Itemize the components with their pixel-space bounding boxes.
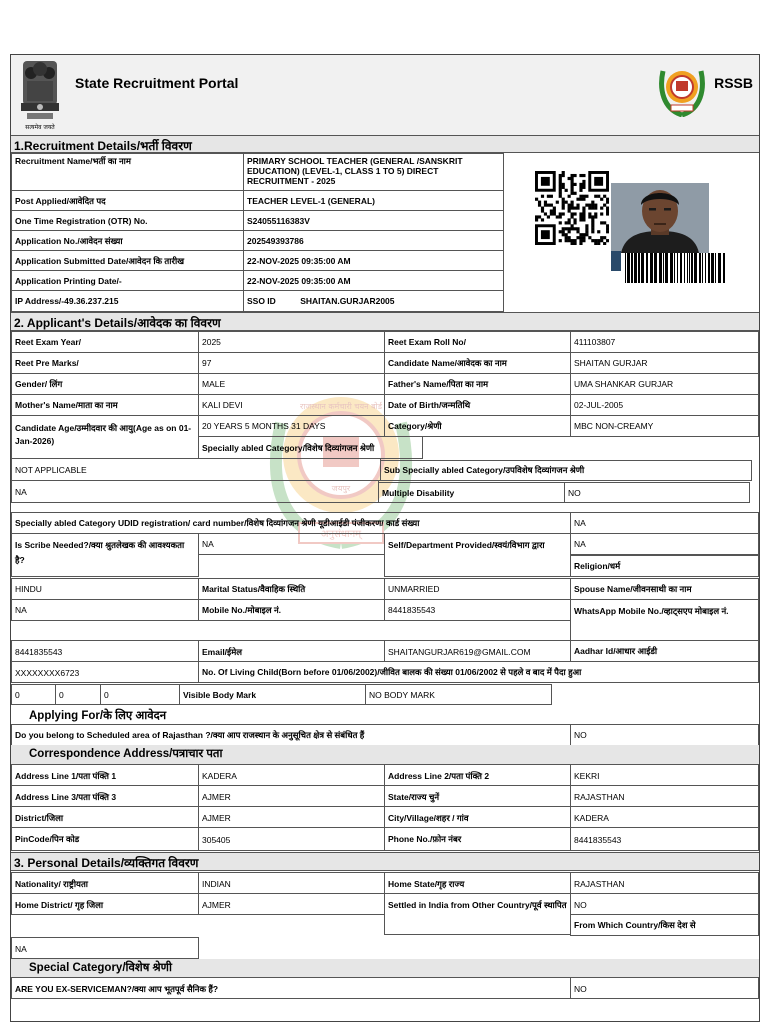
submitted-date-value: 22-NOV-2025 09:35:00 AM (243, 250, 504, 271)
recruitment-name-value: PRIMARY SCHOOL TEACHER (GENERAL /SANSKRIT EDUCATION) (LEVEL-1, CLASS 1 TO 5) DIRECT RECRUITMENT - 2025 (243, 153, 504, 191)
otr-value: S24055116383V (243, 210, 504, 231)
home-district-value: AJMER (198, 893, 385, 915)
ex-serviceman-value: NO (570, 977, 759, 999)
whatsapp-value: 8441835543 (11, 640, 199, 662)
candidate-photo (611, 183, 709, 253)
address-line2-label: Address Line 2/पता पंक्ति 2 (384, 764, 571, 786)
form-header (11, 55, 759, 136)
marital-status-label: Marital Status/वैवाहिक स्थिति (198, 578, 385, 600)
phone-value: 8441835543 (570, 827, 759, 851)
specially-abled-value: NOT APPLICABLE (11, 458, 381, 481)
settled-india-value: NO (570, 893, 759, 915)
watermark-top-text: राजस्थान कर्मचारी चयन बोर्ड (300, 402, 382, 411)
living-child-label: No. Of Living Child(Born before 01/06/2002)/जीवित बालक की संख्या 01/06/2002 से पहले व बाद में पैदा हुआ (198, 661, 759, 683)
self-department-value: NA (570, 533, 759, 555)
dob-label: Date of Birth/जन्मतिथि (384, 394, 571, 416)
reet-roll-value: 411103807 (570, 331, 759, 353)
candidate-name-value: SHAITAN GURJAR (570, 352, 759, 374)
person-photo-icon (611, 183, 709, 253)
udid-label: Specially abled Category UDID registration/ card number/विशेष दिव्यांगजन श्रेणी यूडीआईडी पंजीकरण/ कार्ड संख्या (11, 512, 571, 534)
submitted-date-label: Application Submitted Date/आवेदन कि तारीख (11, 250, 244, 271)
section-applicant: 2. Applicant's Details/आवेदक का विवरण (11, 312, 759, 331)
address-line3-value: AJMER (198, 785, 385, 807)
rssb-title: RSSB (714, 75, 753, 91)
category-value: MBC NON-CREAMY (570, 415, 759, 437)
city-label: City/Village/शहर / गांव (384, 806, 571, 828)
specially-abled-label: Specially abled Category/विशेष दिव्यांगजन श्रेणी (198, 436, 423, 459)
section-recruitment: 1.Recruitment Details/भर्ती विवरण (11, 135, 759, 153)
section-personal: 3. Personal Details/व्यक्तिगत विवरण (11, 852, 759, 871)
section-special-category: Special Category/विशेष श्रेणी (29, 962, 172, 974)
state-label: State/राज्य चुनें (384, 785, 571, 807)
watermark-city: जयपुर (331, 484, 351, 493)
section-correspondence: Correspondence Address/पत्राचार पता (29, 748, 223, 760)
scribe-needed-label: Is Scribe Needed?/क्या श्रुतलेखक की आवश्यकता है? (11, 533, 199, 577)
printing-date-label: Application Printing Date/- (11, 270, 244, 291)
mobile-label: Mobile No./मोबाइल नं. (198, 599, 385, 621)
watermark-banner: अनुसंधानम् (320, 529, 362, 540)
child-count-c: 0 (100, 684, 180, 705)
which-country-label: From Which Country/किस देश से (570, 914, 759, 936)
which-country-value: NA (11, 937, 199, 959)
nationality-label: Nationality/ राष्ट्रीयता (11, 872, 199, 894)
recruitment-name-label: Recruitment Name/भर्ती का नाम (11, 153, 244, 191)
pincode-label: PinCode/पिन कोड (11, 827, 199, 851)
mother-name-label: Mother's Name/माता का नाम (11, 394, 199, 416)
application-no-label: Application No./आवेदन संख्या (11, 230, 244, 251)
reet-marks-value: 97 (198, 352, 385, 374)
state-value: RAJASTHAN (570, 785, 759, 807)
post-applied-value: TEACHER LEVEL-1 (GENERAL) (243, 190, 504, 211)
mobile-value: 8441835543 (384, 599, 571, 621)
reet-year-value: 2025 (198, 331, 385, 353)
otr-label: One Time Registration (OTR) No. (11, 210, 244, 231)
application-no-value: 202549393786 (243, 230, 504, 251)
district-value: AJMER (198, 806, 385, 828)
address-line3-label: Address Line 3/पता पंक्ति 3 (11, 785, 199, 807)
settled-india-label: Settled in India from Other Country/पूर्व स्थापित (384, 893, 571, 935)
gender-value: MALE (198, 373, 385, 395)
printing-date-value: 22-NOV-2025 09:35:00 AM (243, 270, 504, 291)
reet-marks-label: Reet Pre Marks/ (11, 352, 199, 374)
religion-value: HINDU (11, 578, 199, 600)
phone-label: Phone No./फ़ोन नंबर (384, 827, 571, 851)
portal-title: State Recruitment Portal (75, 75, 239, 91)
body-mark-label: Visible Body Mark (179, 684, 366, 705)
emblem-motto: सत्यमेव जयते (25, 124, 55, 131)
sub-specially-abled-value: NA (11, 480, 379, 503)
qr-code-icon (535, 171, 609, 245)
religion-label: Religion/धर्म (570, 555, 759, 577)
national-emblem-icon (17, 59, 63, 131)
ip-address-label: IP Address/-49.36.237.215 (11, 290, 244, 312)
application-form (10, 54, 760, 1022)
section-applying-for: Applying For/के लिए आवेदन (29, 710, 167, 722)
age-value: 20 YEARS 5 MONTHS 31 DAYS (198, 415, 385, 437)
multiple-disability-value: NO (564, 482, 750, 503)
child-count-b: 0 (55, 684, 101, 705)
home-state-value: RAJASTHAN (570, 872, 759, 894)
reet-roll-label: Reet Exam Roll No/ (384, 331, 571, 353)
email-label: Email/ईमेल (198, 640, 385, 662)
address-line1-value: KADERA (198, 764, 385, 786)
scheduled-area-label: Do you belong to Scheduled area of Rajasthan ?/क्या आप राजस्थान के अनुसूचित क्षेत्र से संबंधित हैं (11, 724, 571, 746)
home-state-label: Home State/गृह राज्य (384, 872, 571, 894)
father-name-value: UMA SHANKAR GURJAR (570, 373, 759, 395)
scribe-needed-value: NA (198, 533, 385, 555)
category-label: Category/श्रेणी (384, 415, 571, 437)
whatsapp-label: WhatsApp Mobile No./व्हाट्सएप मोबाइल नं. (570, 599, 759, 641)
sso-id-cell (243, 290, 504, 312)
self-department-label: Self/Department Provided/स्वयं/विभाग द्वारा (384, 533, 571, 577)
aadhar-label: Aadhar Id/आधार आईडी (570, 640, 759, 662)
candidate-name-label: Candidate Name/आवेदक का नाम (384, 352, 571, 374)
mother-name-value: KALI DEVI (198, 394, 385, 416)
marital-status-value: UNMARRIED (384, 578, 571, 600)
sub-specially-abled-label: Sub Specially abled Category/उपविशेष दिव्यांगजन श्रेणी (380, 460, 752, 481)
address-line1-label: Address Line 1/पता पंक्ति 1 (11, 764, 199, 786)
spouse-name-value: NA (11, 599, 199, 621)
reet-year-label: Reet Exam Year/ (11, 331, 199, 353)
district-label: District/जिला (11, 806, 199, 828)
sso-id-label: SSO ID (247, 296, 276, 306)
pincode-value: 305405 (198, 827, 385, 851)
aadhar-value: XXXXXXXX6723 (11, 661, 199, 683)
age-label: Candidate Age/उम्मीदवार की आयु(Age as on 01-Jan-2026) (11, 415, 199, 459)
multiple-disability-label: Multiple Disability (378, 482, 565, 503)
body-mark-value: NO BODY MARK (365, 684, 552, 705)
father-name-label: Father's Name/पिता का नाम (384, 373, 571, 395)
child-count-a: 0 (11, 684, 56, 705)
scheduled-area-value: NO (570, 724, 759, 746)
address-line2-value: KEKRI (570, 764, 759, 786)
sso-id-value: SHAITAN.GURJAR2005 (300, 296, 395, 306)
dob-value: 02-JUL-2005 (570, 394, 759, 416)
ex-serviceman-label: ARE YOU EX-SERVICEMAN?/क्या आप भूतपूर्व सैनिक हैं? (11, 977, 571, 999)
spouse-name-label: Spouse Name/जीवनसाथी का नाम (570, 578, 759, 600)
email-value: SHAITANGURJAR619@GMAIL.COM (384, 640, 571, 662)
home-district-label: Home District/ गृह जिला (11, 893, 199, 915)
barcode-icon (611, 251, 729, 285)
nationality-value: INDIAN (198, 872, 385, 894)
gender-label: Gender/ लिंग (11, 373, 199, 395)
post-applied-label: Post Applied/आवेदित पद (11, 190, 244, 211)
rssb-logo-icon (657, 59, 707, 117)
city-value: KADERA (570, 806, 759, 828)
udid-value: NA (570, 512, 759, 534)
